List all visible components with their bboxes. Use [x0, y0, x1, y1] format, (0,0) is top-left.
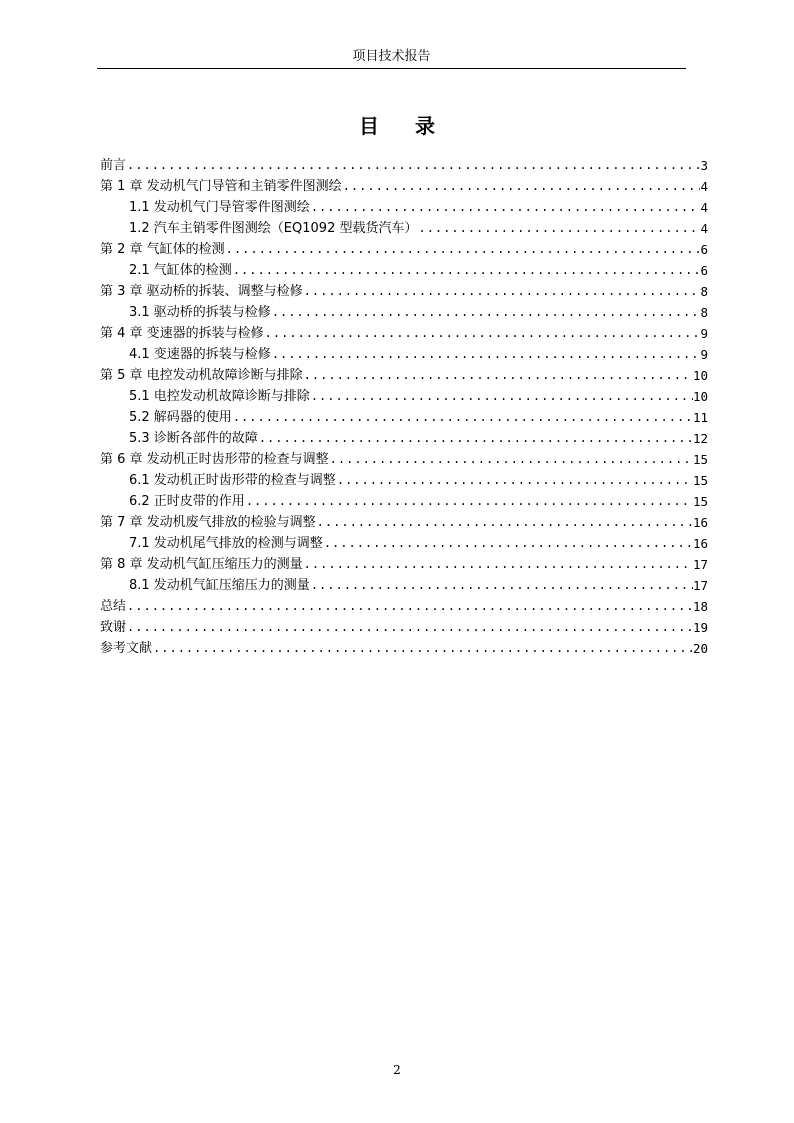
toc-dot-leader: [310, 386, 693, 407]
toc-dot-leader: [126, 617, 693, 638]
toc-chapter-entry[interactable]: [100, 281, 708, 302]
toc-dot-leader: [342, 176, 701, 197]
toc-entry-label: 第 7 章 发动机废气排放的检验与调整: [100, 515, 316, 530]
toc-dot-leader: [258, 428, 693, 449]
toc-dot-leader: [152, 638, 693, 659]
toc-entry-label: 7.1 发动机尾气排放的检测与调整: [129, 536, 323, 551]
toc-dot-leader: [336, 470, 693, 491]
toc-entry-label: 第 2 章 气缸体的检测: [100, 242, 225, 257]
toc-chapter-entry[interactable]: [100, 449, 708, 470]
toc-chapter-entry[interactable]: [100, 323, 708, 344]
toc-section-entry[interactable]: [100, 218, 708, 239]
toc-chapter-entry[interactable]: [100, 239, 708, 260]
toc-section-entry[interactable]: [100, 470, 708, 491]
toc-entry-label: 总结: [100, 599, 127, 614]
toc-entry-label: 6.1 发动机正时齿形带的检查与调整: [129, 473, 336, 488]
toc-chapter-entry[interactable]: [100, 365, 708, 386]
toc-entry-label: 3.1 驱动桥的拆装与检修: [129, 305, 271, 320]
toc-entry-label: 5.3 诊断各部件的故障: [129, 431, 258, 446]
toc-dot-leader: [303, 281, 701, 302]
toc-entry-label: 1.1 发动机气门导管零件图测绘: [129, 200, 310, 215]
toc-chapter-entry[interactable]: [100, 554, 708, 575]
toc-entry-page: 3: [700, 158, 708, 173]
toc-entry-page: 4: [700, 179, 708, 194]
toc-entry-page: 10: [692, 389, 708, 404]
toc-entry-page: 12: [692, 431, 708, 446]
toc-entry-page: 15: [692, 494, 708, 509]
toc-entry-page: 15: [692, 452, 708, 467]
toc-entry-page: 8: [700, 305, 708, 320]
toc-entry-label: 4.1 变速器的拆装与检修: [129, 347, 271, 362]
toc-entry-label: 前言: [100, 158, 127, 173]
toc-entry-page: 4: [700, 200, 708, 215]
toc-chapter-entry[interactable]: [100, 155, 708, 176]
toc-dot-leader: [329, 449, 693, 470]
toc-section-entry[interactable]: [100, 197, 708, 218]
toc-entry-page: 6: [700, 242, 708, 257]
toc-dot-leader: [417, 218, 700, 239]
toc-dot-leader: [310, 197, 701, 218]
toc-entry-page: 16: [692, 515, 708, 530]
toc-dot-leader: [310, 575, 693, 596]
toc-dot-leader: [126, 596, 693, 617]
toc-entry-page: 15: [692, 473, 708, 488]
toc-entry-page: 9: [700, 347, 708, 362]
toc-title: 目录: [359, 114, 471, 138]
toc-entry-page: 20: [692, 641, 708, 656]
toc-entry-label: 第 5 章 电控发动机故障诊断与排除: [100, 368, 303, 383]
toc-section-entry[interactable]: [100, 344, 708, 365]
toc-dot-leader: [271, 302, 701, 323]
toc-chapter-entry[interactable]: [100, 512, 708, 533]
toc-entry-page: 6: [700, 263, 708, 278]
toc-entry-label: 第 1 章 发动机气门导管和主销零件图测绘: [100, 179, 342, 194]
toc-chapter-entry[interactable]: [100, 638, 708, 659]
toc-section-entry[interactable]: [100, 428, 708, 449]
toc-entry-label: 第 8 章 发动机气缸压缩压力的测量: [100, 557, 303, 572]
toc-section-entry[interactable]: [100, 533, 708, 554]
toc-section-entry[interactable]: [100, 491, 708, 512]
header-title: 项目技术报告: [352, 49, 431, 64]
toc-entry-label: 6.2 正时皮带的作用: [129, 494, 245, 509]
toc-dot-leader: [303, 365, 693, 386]
toc-entry-page: 10: [692, 368, 708, 383]
toc-dot-leader: [245, 491, 693, 512]
toc-entry-page: 4: [700, 221, 708, 236]
table-of-contents: [100, 155, 708, 659]
toc-chapter-entry[interactable]: [100, 596, 708, 617]
toc-entry-label: 5.1 电控发动机故障诊断与排除: [129, 389, 310, 404]
toc-entry-page: 17: [692, 578, 708, 593]
toc-dot-leader: [303, 554, 693, 575]
toc-entry-label: 第 3 章 驱动桥的拆装、调整与检修: [100, 284, 303, 299]
toc-dot-leader: [232, 260, 701, 281]
toc-dot-leader: [225, 239, 701, 260]
toc-entry-label: 第 4 章 变速器的拆装与检修: [100, 326, 264, 341]
toc-entry-label: 参考文献: [100, 641, 153, 656]
toc-dot-leader: [316, 512, 693, 533]
toc-entry-label: 2.1 气缸体的检测: [129, 263, 232, 278]
toc-entry-label: 8.1 发动机气缸压缩压力的测量: [129, 578, 310, 593]
toc-dot-leader: [264, 323, 701, 344]
toc-section-entry[interactable]: [100, 407, 708, 428]
toc-entry-label: 致谢: [100, 620, 127, 635]
toc-entry-page: 16: [692, 536, 708, 551]
toc-entry-label: 第 6 章 发动机正时齿形带的检查与调整: [100, 452, 329, 467]
toc-entry-page: 19: [692, 620, 708, 635]
page-number: 2: [393, 1063, 401, 1077]
page-header: [97, 46, 686, 69]
toc-chapter-entry[interactable]: [100, 176, 708, 197]
toc-entry-label: 1.2 汽车主销零件图测绘（EQ1092 型载货汽车）: [129, 221, 418, 236]
toc-entry-page: 9: [700, 326, 708, 341]
toc-entry-page: 8: [700, 284, 708, 299]
toc-dot-leader: [232, 407, 693, 428]
toc-entry-page: 17: [692, 557, 708, 572]
toc-section-entry[interactable]: [100, 260, 708, 281]
toc-dot-leader: [126, 155, 700, 176]
toc-dot-leader: [271, 344, 701, 365]
toc-chapter-entry[interactable]: [100, 617, 708, 638]
toc-section-entry[interactable]: [100, 302, 708, 323]
toc-section-entry[interactable]: [100, 575, 708, 596]
toc-entry-page: 18: [692, 599, 708, 614]
toc-entry-page: 11: [692, 410, 708, 425]
toc-entry-label: 5.2 解码器的使用: [129, 410, 232, 425]
toc-dot-leader: [323, 533, 693, 554]
toc-section-entry[interactable]: [100, 386, 708, 407]
